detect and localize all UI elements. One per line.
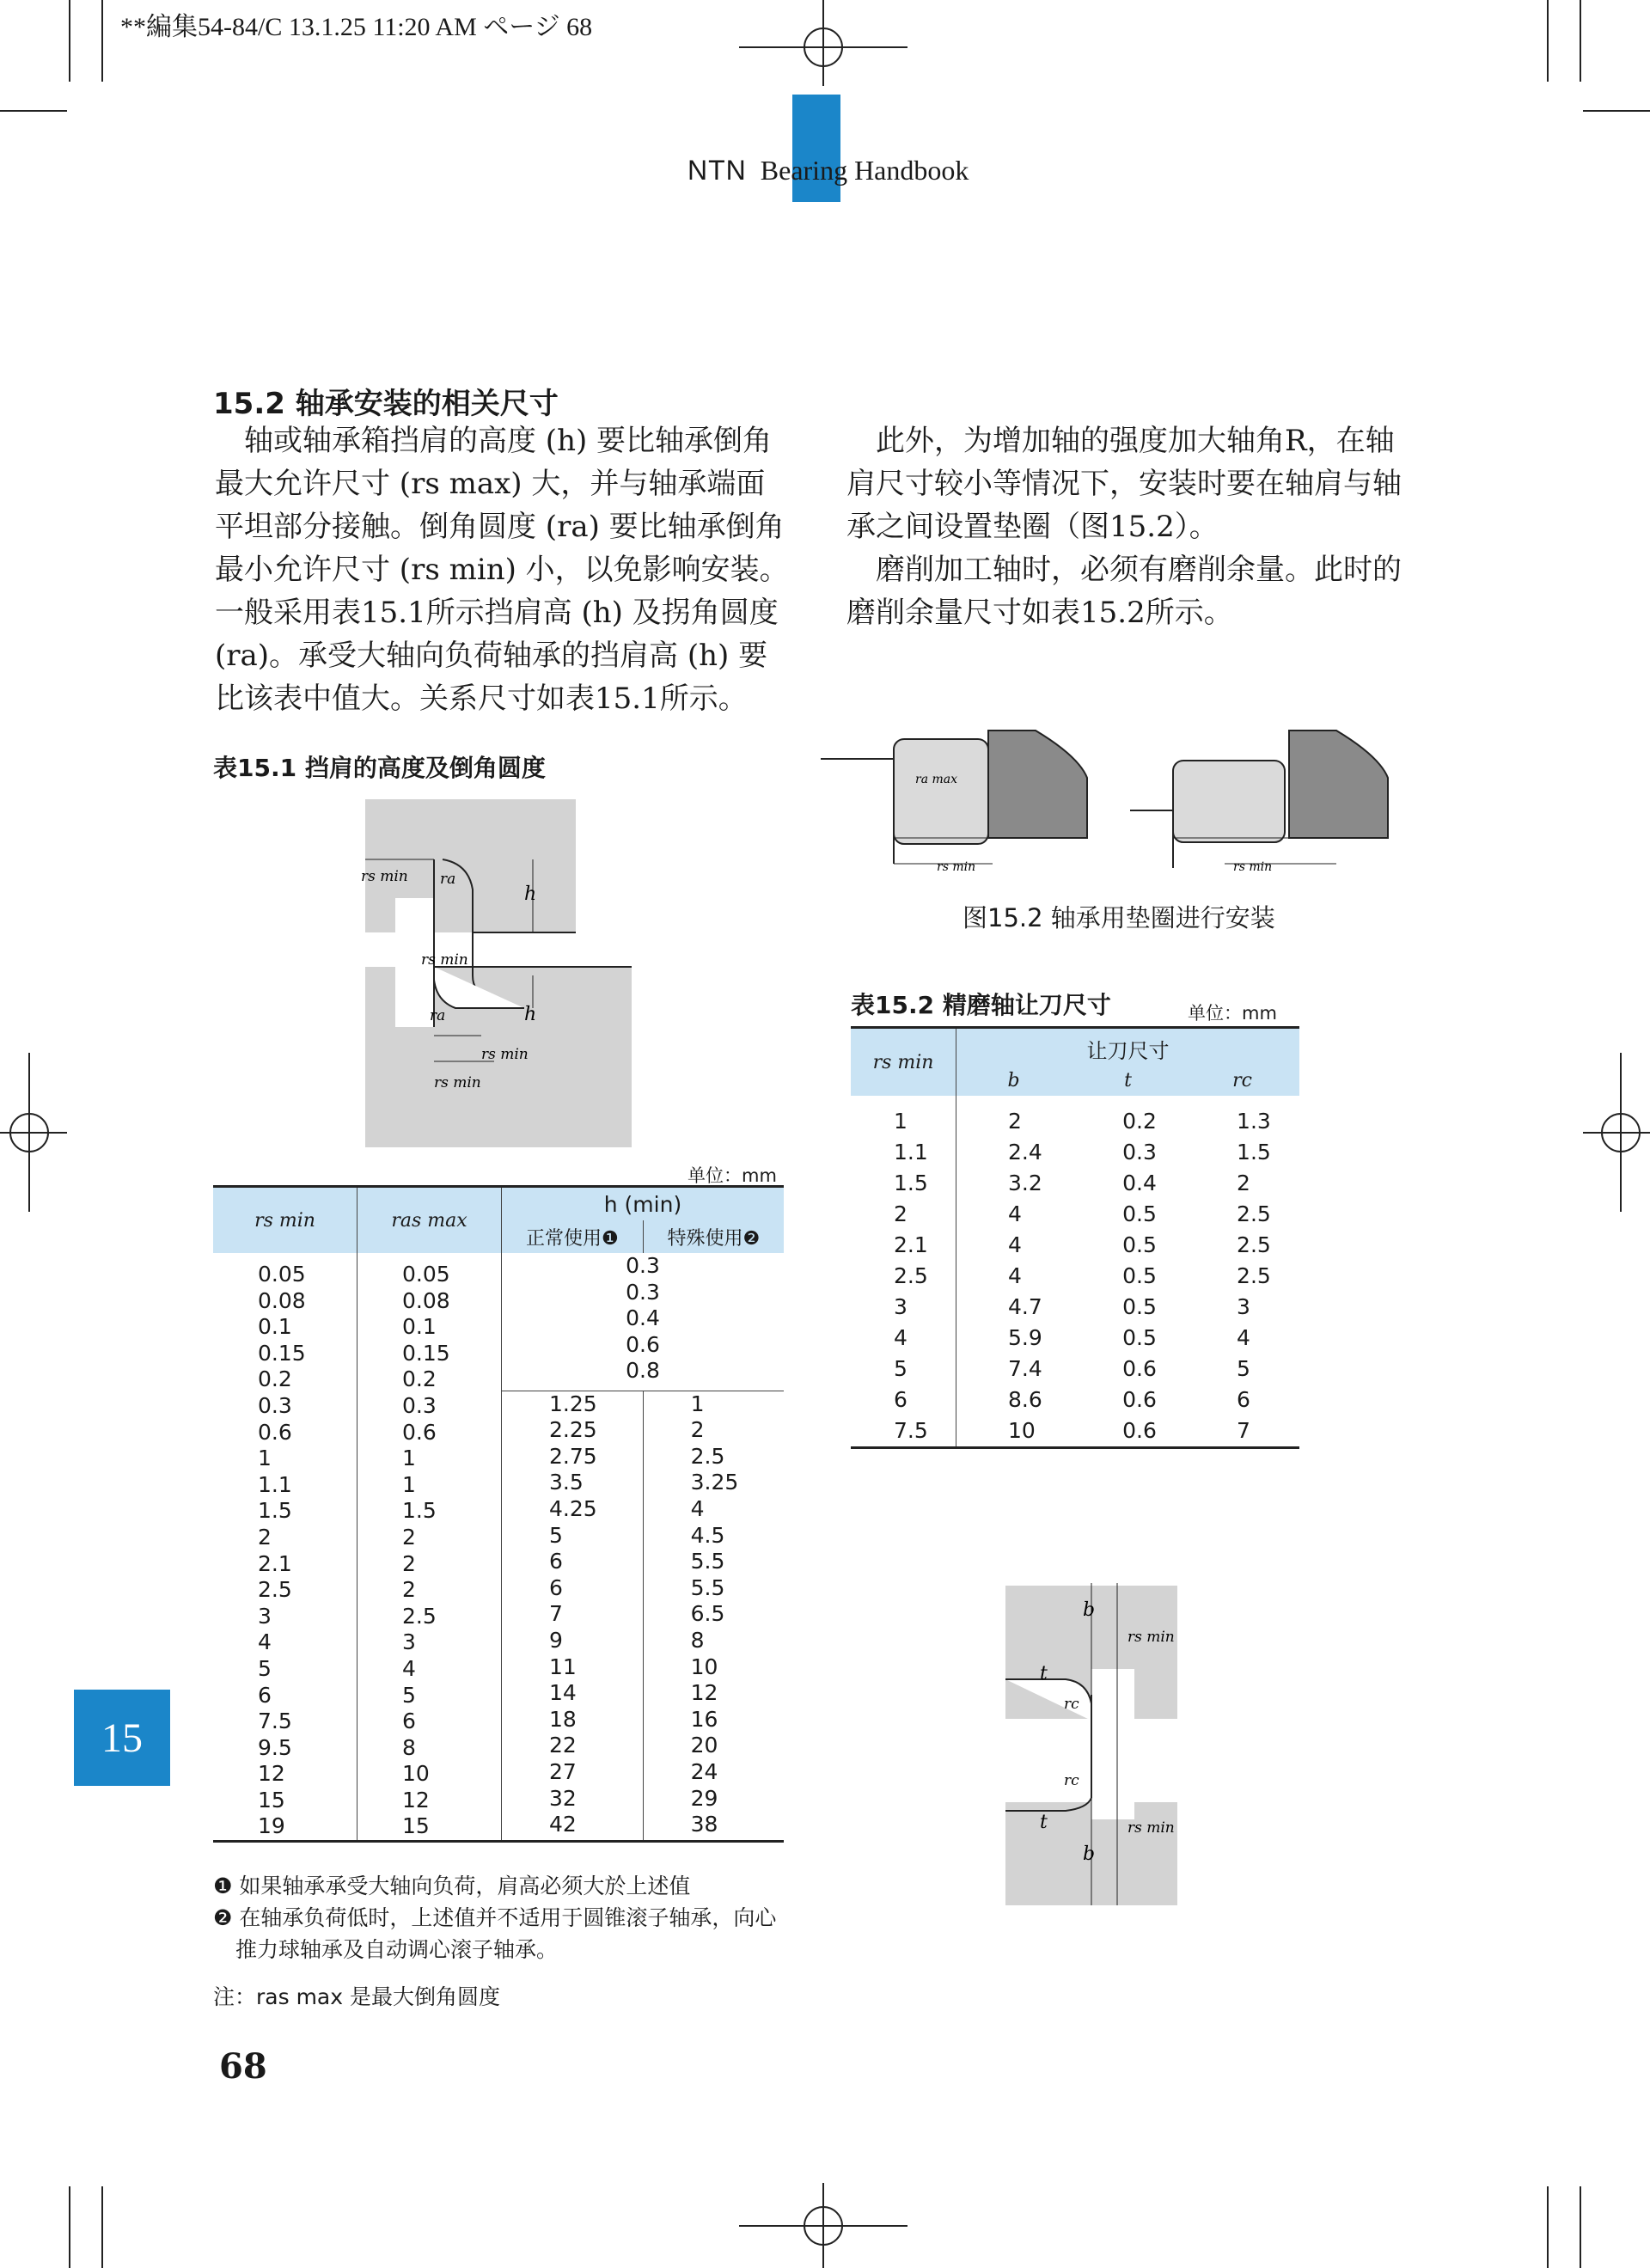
cell: 4 <box>1008 1263 1022 1288</box>
fig-label: b <box>1083 1843 1096 1865</box>
paragraph: 此外，为增加轴的强度加大轴角R，在轴肩尺寸较小等情况下，安装时要在轴肩与轴承之间设置垫圈（图15.2）。 <box>846 424 1402 544</box>
table-row <box>851 1354 1299 1385</box>
col-h-normal <box>502 1391 644 1841</box>
cell: 12 <box>690 1680 718 1706</box>
cell: 10 <box>690 1654 718 1679</box>
cell: 0.1 <box>402 1314 437 1340</box>
cell: 1.5 <box>258 1498 292 1524</box>
note-2: ❷ 在轴承负荷低时，上述值并不适用于圆锥滚子轴承，向心推力球轴承及自动调心滚子轴承。 <box>213 1905 777 1962</box>
cell: 4 <box>1008 1232 1022 1257</box>
fig-label: h <box>524 1004 537 1025</box>
cell: 0.08 <box>258 1287 306 1313</box>
cell: 0.5 <box>1122 1201 1157 1226</box>
cell: 0.8 <box>626 1358 660 1384</box>
cell: 5.5 <box>690 1549 725 1574</box>
table-row <box>851 1415 1299 1448</box>
paragraph: 磨削加工轴时，必须有磨削余量。此时的磨削余量尺寸如表15.2所示。 <box>846 553 1402 630</box>
col-rs-min <box>213 1253 358 1842</box>
cell: 2 <box>690 1417 705 1443</box>
col-header: rc <box>1185 1065 1299 1096</box>
fig-label: rs min <box>1233 860 1273 874</box>
cell: 0.2 <box>1122 1109 1157 1134</box>
table152 <box>851 1026 1299 1449</box>
cell: 9 <box>549 1628 563 1653</box>
cell: 0.6 <box>626 1331 660 1357</box>
col-header: t <box>1071 1065 1185 1096</box>
figure152-caption: 图15.2 轴承用垫圈进行安装 <box>962 903 1275 932</box>
fig-label: rs min <box>434 1074 481 1091</box>
table151-caption: 表15.1 挡肩的高度及倒角圆度 <box>213 754 546 782</box>
cell: 7.5 <box>258 1709 292 1734</box>
cell: 6.5 <box>690 1601 725 1627</box>
cell: 5 <box>851 1354 956 1385</box>
table151 <box>213 1185 784 1843</box>
table-row <box>851 1168 1299 1199</box>
cell: 2 <box>402 1524 416 1550</box>
cell: 1 <box>402 1471 416 1497</box>
paragraph: 轴或轴承箱挡肩的高度 (h) 要比轴承倒角最大允许尺寸 (rs max) 大，并与轴承端面平坦部分接触。倒角圆度 (ra) 要比轴承倒角最小允许尺寸 (rs min) 小，以免影响安装。一般采用表15.1所示挡肩高 (h) 及拐角圆度 (ra)。承受大轴向负荷轴承的挡肩高 (h) 要比该表中值大。关系尺寸如表15.1所示。 <box>215 424 789 716</box>
fig-label: rc <box>1064 1772 1079 1789</box>
cell: 24 <box>690 1758 718 1784</box>
cell: 32 <box>549 1785 577 1811</box>
cell: 11 <box>549 1654 577 1679</box>
cell: 6 <box>258 1682 272 1708</box>
table-row <box>851 1292 1299 1323</box>
cell: 1 <box>258 1446 272 1471</box>
shoulder-figure <box>361 795 636 1152</box>
print-slug: **編集54-84/C 13.1.25 11:20 AM ページ 68 <box>120 13 593 41</box>
cell: 2.5 <box>1237 1232 1271 1257</box>
page-number: 68 <box>219 2046 267 2087</box>
cell: 7 <box>1237 1418 1250 1443</box>
cell: 15 <box>402 1813 430 1839</box>
cell: 19 <box>258 1813 285 1839</box>
cell: 5 <box>258 1655 272 1681</box>
cell: 5 <box>402 1682 416 1708</box>
cell: 0.2 <box>258 1366 292 1392</box>
fig-label: ra max <box>915 773 958 786</box>
cell: 4 <box>851 1323 956 1354</box>
cell: 4 <box>1008 1201 1022 1226</box>
cell: 0.3 <box>626 1279 660 1305</box>
cell: 4.25 <box>549 1496 597 1522</box>
cell: 0.3 <box>258 1392 292 1418</box>
cell: 5 <box>549 1522 563 1548</box>
cell: 6 <box>402 1709 416 1734</box>
spacer-figure <box>821 726 1396 881</box>
cell: 4 <box>258 1629 272 1655</box>
cell: 3 <box>402 1629 416 1655</box>
cell: 2.5 <box>1237 1201 1271 1226</box>
cell: 5 <box>1237 1356 1250 1381</box>
cell: 3 <box>1237 1294 1250 1319</box>
col-h-shared <box>502 1253 785 1391</box>
cell: 1.25 <box>549 1391 597 1416</box>
fig-label: b <box>1083 1599 1096 1621</box>
cell: 0.15 <box>258 1340 306 1366</box>
cell: 2.5 <box>402 1603 437 1629</box>
table-row <box>851 1230 1299 1261</box>
table152-caption: 表15.2 精磨轴让刀尺寸 <box>851 991 1111 1019</box>
fig-label: rs min <box>481 1046 529 1063</box>
cell: 6 <box>549 1574 563 1600</box>
cell: 4 <box>1237 1325 1250 1350</box>
cell: 1 <box>851 1096 956 1137</box>
cell: 0.5 <box>1122 1263 1157 1288</box>
fig-label: ra <box>440 871 456 888</box>
cell: 0.5 <box>1122 1325 1157 1350</box>
col-header: 正常使用❶ <box>502 1220 644 1253</box>
col-header: rs min <box>213 1187 358 1254</box>
cell: 10 <box>402 1761 430 1787</box>
cell: 16 <box>690 1706 718 1732</box>
fig-label: ra <box>430 1007 446 1024</box>
cell: 2.5 <box>851 1261 956 1292</box>
cell: 18 <box>549 1706 577 1732</box>
header-brand: NTN <box>688 155 747 186</box>
cell: 1.5 <box>402 1498 437 1524</box>
cell: 2 <box>258 1524 272 1550</box>
cell: 0.08 <box>402 1287 450 1313</box>
cell: 12 <box>402 1787 430 1813</box>
cell: 2.5 <box>258 1577 292 1603</box>
cell: 0.6 <box>402 1419 437 1445</box>
cell: 3.25 <box>690 1470 739 1495</box>
col-h-special <box>643 1391 784 1841</box>
cell: 1.5 <box>1237 1140 1271 1165</box>
cell: 7 <box>549 1601 563 1627</box>
cell: 0.3 <box>402 1392 437 1418</box>
cell: 4.7 <box>1008 1294 1042 1319</box>
cell: 2 <box>1008 1109 1022 1134</box>
fig-label: rs min <box>1128 1819 1175 1837</box>
cell: 0.4 <box>1122 1171 1157 1195</box>
cell: 9.5 <box>258 1734 292 1760</box>
cell: 3.5 <box>549 1470 584 1495</box>
table-row <box>851 1385 1299 1415</box>
cell: 4 <box>402 1655 416 1681</box>
cell: 0.6 <box>1122 1387 1157 1412</box>
cell: 0.5 <box>1122 1294 1157 1319</box>
cell: 29 <box>690 1785 718 1811</box>
cell: 8 <box>690 1628 705 1653</box>
table-row <box>851 1323 1299 1354</box>
cell: 1 <box>402 1446 416 1471</box>
cell: 20 <box>690 1733 718 1758</box>
fig-label: rc <box>1064 1696 1079 1713</box>
cell: 0.05 <box>258 1262 306 1287</box>
cell: 22 <box>549 1733 577 1758</box>
cell: 0.6 <box>258 1419 292 1445</box>
cell: 0.6 <box>1122 1418 1157 1443</box>
cell: 2 <box>402 1550 416 1576</box>
cell: 2 <box>402 1577 416 1603</box>
col-ras-max <box>358 1253 502 1842</box>
cell: 3.2 <box>1008 1171 1042 1195</box>
col-header: rs min <box>851 1028 956 1097</box>
cell: 2 <box>1237 1171 1250 1195</box>
fig-label: rs min <box>937 860 976 874</box>
cell: 4.5 <box>690 1522 725 1548</box>
cell: 2.4 <box>1008 1140 1042 1165</box>
cell: 6 <box>549 1549 563 1574</box>
cell: 0.6 <box>1122 1356 1157 1381</box>
cell: 3 <box>258 1603 272 1629</box>
cell: 0.5 <box>1122 1232 1157 1257</box>
cell: 5.9 <box>1008 1325 1042 1350</box>
cell: 4 <box>690 1496 705 1522</box>
fig-label: rs min <box>361 868 408 885</box>
header-title: Bearing Handbook <box>760 155 969 186</box>
relief-groove-figure <box>997 1583 1186 1910</box>
fig-label: t <box>1040 1663 1048 1684</box>
cell: 2.1 <box>851 1230 956 1261</box>
col-header: h (min) <box>502 1187 785 1221</box>
cell: 0.3 <box>626 1253 660 1278</box>
section-title: 15.2 轴承安装的相关尺寸 <box>213 387 559 421</box>
table152-unit: 单位：mm <box>1188 1003 1277 1024</box>
table-row <box>851 1137 1299 1168</box>
running-header <box>688 155 969 186</box>
fig-label: t <box>1040 1812 1048 1833</box>
left-column-text <box>215 419 791 720</box>
table151-unit: 单位：mm <box>688 1165 777 1186</box>
cell: 0.15 <box>402 1340 450 1366</box>
cell: 7.5 <box>851 1415 956 1448</box>
cell: 27 <box>549 1758 577 1784</box>
table-row <box>851 1199 1299 1230</box>
cell: 8 <box>402 1734 416 1760</box>
cell: 2.75 <box>549 1443 597 1469</box>
cell: 0.05 <box>402 1262 450 1287</box>
cell: 1.1 <box>258 1471 292 1497</box>
cell: 38 <box>690 1812 718 1837</box>
table-row <box>851 1096 1299 1137</box>
cell: 5.5 <box>690 1574 725 1600</box>
cell: 2 <box>851 1199 956 1230</box>
cell: 8.6 <box>1008 1387 1042 1412</box>
table-row <box>851 1261 1299 1292</box>
fig-label: rs min <box>1128 1629 1175 1646</box>
fig-label: h <box>524 883 537 905</box>
cell: 6 <box>851 1385 956 1415</box>
cell: 12 <box>258 1761 285 1787</box>
cell: 2.25 <box>549 1417 597 1443</box>
cell: 14 <box>549 1680 577 1706</box>
cell: 0.3 <box>1122 1140 1157 1165</box>
cell: 2.1 <box>258 1550 292 1576</box>
note-1: ❶ 如果轴承承受大轴向负荷，肩高必须大於上述值 <box>213 1874 691 1898</box>
cell: 1.5 <box>851 1168 956 1199</box>
cell: 0.2 <box>402 1366 437 1392</box>
cell: 1.1 <box>851 1137 956 1168</box>
col-header: 特殊使用❷ <box>643 1220 784 1253</box>
note-3: 注：ras max 是最大倒角圆度 <box>213 1984 500 2009</box>
col-header: 让刀尺寸 <box>956 1028 1300 1066</box>
cell: 42 <box>549 1812 577 1837</box>
fig-label: rs min <box>421 951 468 969</box>
table151-notes <box>213 1870 798 1965</box>
cell: 3 <box>851 1292 956 1323</box>
cell: 2.5 <box>690 1443 725 1469</box>
chapter-tab: 15 <box>74 1690 170 1786</box>
cell: 1.3 <box>1237 1109 1271 1134</box>
right-column-text <box>846 419 1414 634</box>
cell: 1 <box>690 1391 705 1416</box>
cell: 2.5 <box>1237 1263 1271 1288</box>
cell: 0.4 <box>626 1305 660 1331</box>
col-header: b <box>956 1065 1072 1096</box>
cell: 0.1 <box>258 1314 292 1340</box>
cell: 6 <box>1237 1387 1250 1412</box>
cell: 7.4 <box>1008 1356 1042 1381</box>
cell: 15 <box>258 1787 285 1813</box>
col-header: ras max <box>358 1187 502 1254</box>
cell: 10 <box>1008 1418 1036 1443</box>
